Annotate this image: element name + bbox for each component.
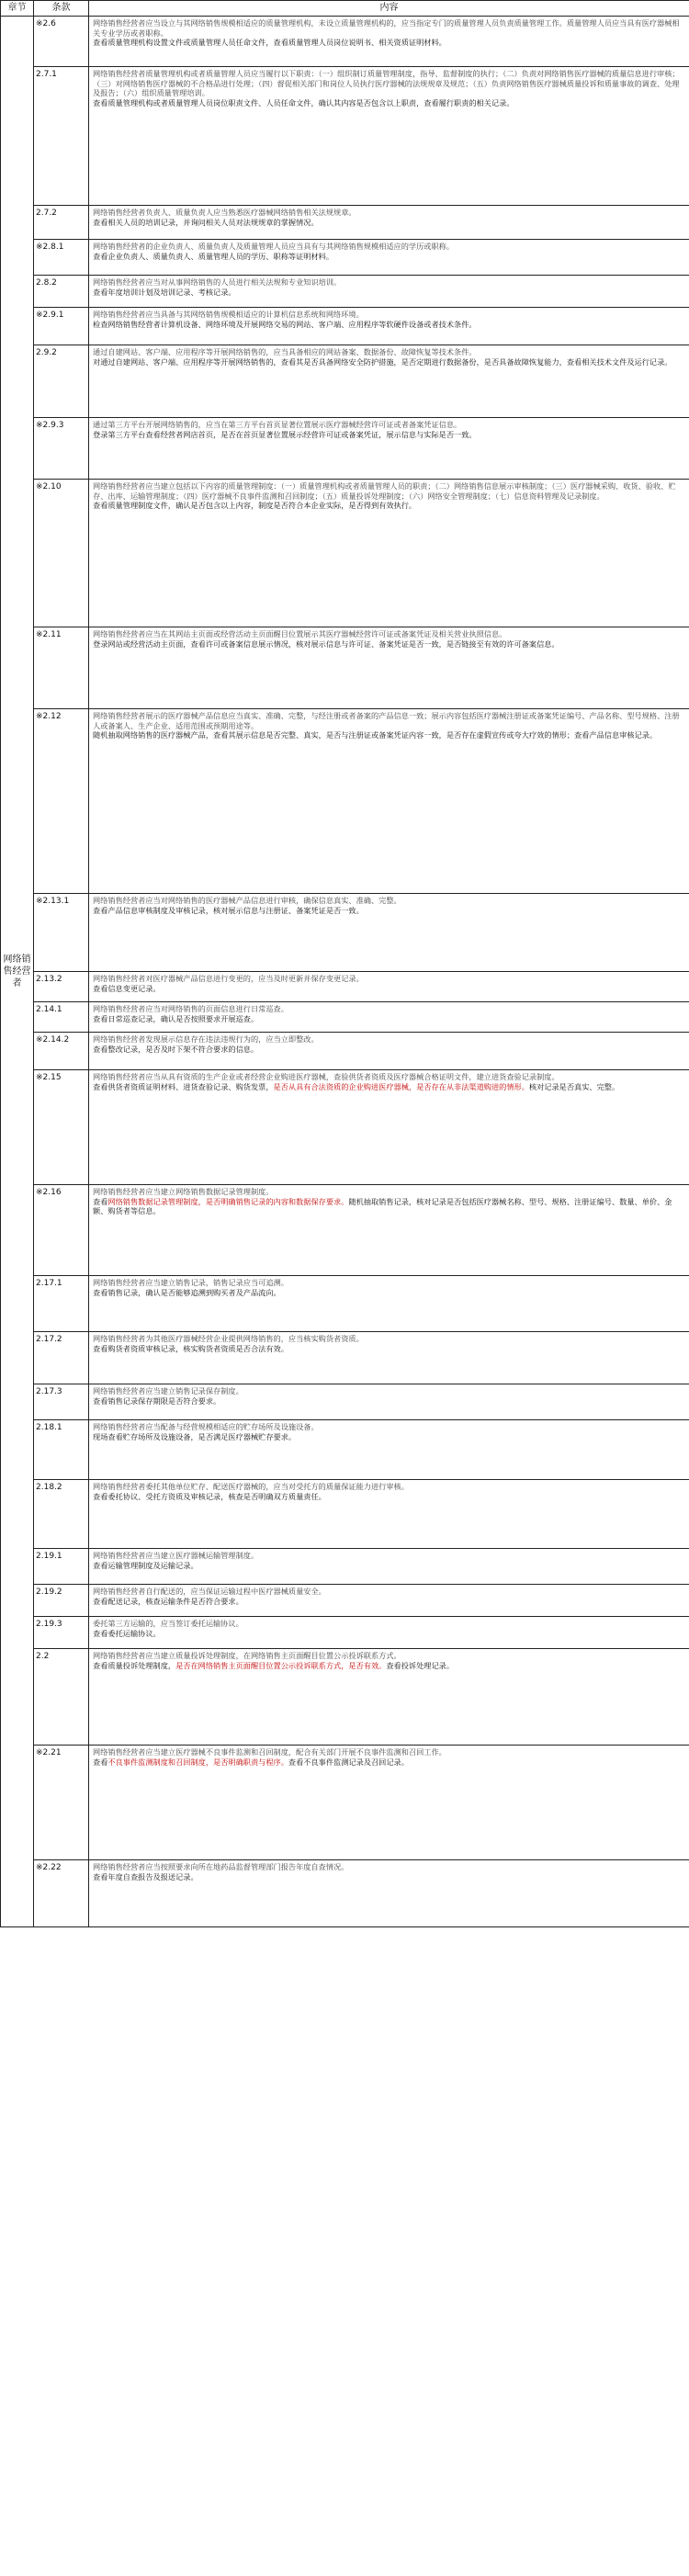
clause-number: ※2.16 (34, 1185, 89, 1276)
clause-number: ※2.9.3 (34, 418, 89, 480)
inspection-method: 查看年度自查报告及报送记录。 (93, 1871, 198, 1881)
inspection-method: 查看销售记录保存期限是否符合要求。 (93, 1395, 221, 1406)
table-row (1, 1549, 689, 1585)
inspection-method: 登录网站或经营活动主页面，查看许可或备案信息展示情况，核对展示信息与许可证、备案凭证是否一致，是否链接至有效的许可备案信息。 (93, 638, 559, 649)
clause-number: ※2.21 (34, 1746, 89, 1860)
inspection-method-tail: 核对记录是否真实、完整。 (528, 1081, 620, 1091)
requirement-text: 网络销售经营者为其他医疗器械经营企业提供网络销售的，应当核实购货者资质。 (93, 1334, 364, 1343)
inspection-method: 查看整改记录，是否及时下架不符合要求的信息。 (93, 1044, 259, 1054)
clause-content (89, 1617, 689, 1649)
clause-content (89, 1549, 689, 1585)
inspection-method: 随机抽取网络销售的医疗器械产品，查看其展示信息是否完整、真实，是否与注册证或备案凭证内容一致，是否存在虚假宣传或夸大疗效的情形；查看产品信息审核记录。 (93, 730, 658, 740)
table-row (1, 1480, 689, 1549)
inspection-text (93, 1561, 685, 1571)
requirement-text: 网络销售经营者负责人、质量负责人应当熟悉医疗器械网络销售相关法规规章。 (93, 208, 356, 217)
inspection-text (93, 1197, 685, 1216)
clause-number: ※2.9.1 (34, 308, 89, 345)
clause-number: 2.19.1 (34, 1549, 89, 1585)
inspection-text (93, 1629, 685, 1639)
table-row (1, 418, 689, 480)
clause-number: ※2.13.1 (34, 894, 89, 972)
requirement-text: 网络销售经营者委托其他单位贮存、配送医疗器械的，应当对受托方的质量保证能力进行审核。 (93, 1482, 409, 1491)
clause-content (89, 1585, 689, 1617)
clause-number: ※2.6 (34, 17, 89, 67)
clause-number: 2.7.1 (34, 67, 89, 206)
clause-content (89, 894, 689, 972)
table-row (1, 1585, 689, 1617)
header-chapter: 章节 (1, 1, 34, 17)
inspection-method: 查看购货者资质审核记录，核实购货者资质是否合法有效。 (93, 1343, 288, 1353)
requirement-text: 网络销售经营者应当建立销售记录，销售记录应当可追溯。 (93, 1278, 288, 1287)
requirement-text: 网络销售经营者对医疗器械产品信息进行变更的，应当及时更新并保存变更记录。 (93, 974, 364, 983)
table-row (1, 1860, 689, 1927)
table-row (1, 240, 689, 276)
table-row (1, 345, 689, 418)
clause-number: 2.19.3 (34, 1617, 89, 1649)
clause-content (89, 1860, 689, 1927)
clause-content (89, 67, 689, 206)
inspection-method: 查看配送记录，核查运输条件是否符合要求。 (93, 1596, 243, 1606)
table-row (1, 627, 689, 709)
clause-content (89, 480, 689, 627)
clause-content (89, 206, 689, 240)
inspection-text (93, 906, 685, 916)
requirement-text: 网络销售经营者自行配送的，应当保证运输过程中医疗器械质量安全。 (93, 1587, 326, 1596)
inspection-method: 查看销售记录，确认是否能够追溯到购买者及产品流向。 (93, 1287, 281, 1297)
inspection-text (93, 320, 685, 330)
clause-content (89, 972, 689, 1002)
inspection-method: 登录第三方平台查看经营者网店首页，是否在首页显著位置展示经营许可证或备案凭证，展示信息与实际是否一致。 (93, 429, 477, 439)
clause-number: 2.8.2 (34, 276, 89, 308)
inspection-text (93, 1344, 685, 1354)
requirement-text: 网络销售经营者应当建立包括以下内容的质量管理制度：（一）质量管理机构或者质量管理人员的职责；（二）网络销售信息展示审核制度；（三）医疗器械采购、收货、验收、贮存、出库、运输管理制度；（四）医疗器械不良事件监测和召回制度；（五）质量投诉处理制度；（六）网络安全管理制度；（七）信息资料管理及记录制度。 (93, 481, 676, 501)
inspection-method: 查看委托协议、受托方资质及审核记录，核查是否明确双方质量责任。 (93, 1491, 326, 1501)
requirement-text: 网络销售经营者展示的医疗器械产品信息应当真实、准确、完整，与经注册或者备案的产品信息一致；展示内容包括医疗器械注册证或备案凭证编号、产品名称、型号规格、注册人或备案人、生产企业、适用范围或预期用途等。 (93, 711, 680, 730)
inspection-method: 查看质量管理机构设置文件或质量管理人员任命文件，查看质量管理人员岗位说明书、相关资质证明材料。 (93, 38, 446, 48)
inspection-method-tail: 查看不良事件监测记录及召回记录。 (288, 1757, 409, 1767)
inspection-method: 查看企业负责人、质量负责人、质量管理人员的学历、职称等证明材料。 (93, 251, 334, 261)
inspection-text (93, 430, 685, 440)
table-row (1, 894, 689, 972)
clause-number: 2.18.1 (34, 1420, 89, 1480)
requirement-text: 网络销售经营者应当配备与经营规模相适应的贮存场所及设施设备。 (93, 1422, 319, 1431)
clause-number: 2.14.1 (34, 1002, 89, 1033)
inspection-method: 对通过自建网站、客户端、应用程序等开展网络销售的，查看其是否具备网络安全防护措施，是否定期进行数据备份，是否具备故障恢复能力，查看相关技术文件及运行记录。 (93, 356, 672, 367)
inspection-text (93, 357, 685, 367)
clause-content (89, 627, 689, 709)
clause-content (89, 1332, 689, 1384)
clause-content (89, 17, 689, 67)
highlighted-text: 是否从具有合法资质的企业购进医疗器械，是否存在从非法渠道购进的情形。 (273, 1081, 529, 1091)
table-row (1, 67, 689, 206)
inspection-text (93, 1492, 685, 1502)
table-row (1, 1276, 689, 1332)
requirement-text: 网络销售经营者应当建立医疗器械运输管理制度。 (93, 1551, 259, 1560)
highlighted-text: 不良事件监测制度和召回制度，是否明确职责与程序。 (107, 1757, 288, 1767)
clause-number: 2.2 (34, 1649, 89, 1746)
table-row (1, 1185, 689, 1276)
clause-content (89, 240, 689, 276)
table-row (1, 709, 689, 894)
inspection-text (93, 639, 685, 650)
inspection-method: 查看质量投诉处理制度， (93, 1660, 176, 1670)
clause-content (89, 1070, 689, 1185)
inspection-text (93, 1757, 685, 1768)
requirement-text: 网络销售经营者应当建立医疗器械不良事件监测和召回制度，配合有关部门开展不良事件监测和召回工作。 (93, 1747, 446, 1757)
clause-content (89, 1276, 689, 1332)
table-row (1, 1384, 689, 1420)
table-row (1, 17, 689, 67)
clause-content (89, 308, 689, 345)
requirement-text: 网络销售经营者应当从具有资质的生产企业或者经营企业购进医疗器械，查验供货者资质及医疗器械合格证明文件，建立进货查验记录制度。 (93, 1072, 559, 1081)
table-row (1, 1002, 689, 1033)
clause-content (89, 345, 689, 418)
requirement-text: 网络销售经营者应当设立与其网络销售规模相适应的质量管理机构，未设立质量管理机构的，应当指定专门的质量管理人员负责质量管理工作。质量管理人员应当具有医疗器械相关专业学历或者职称。 (93, 18, 680, 38)
inspection-method: 查看产品信息审核制度及审核记录，核对展示信息与注册证、备案凭证是否一致。 (93, 905, 364, 915)
inspection-text (93, 1872, 685, 1882)
clause-number: 2.18.2 (34, 1480, 89, 1549)
inspection-text (93, 730, 685, 740)
inspection-method: 检查网络销售经营者计算机设备、网络环境及开展网络交易的网站、客户端、应用程序等软硬件设备或者技术条件。 (93, 319, 477, 329)
table-row (1, 1649, 689, 1746)
inspection-text (93, 1082, 685, 1092)
clause-content (89, 1002, 689, 1033)
requirement-text: 网络销售经营者应当按照要求向所在地药品监督管理部门报告年度自查情况。 (93, 1862, 349, 1871)
requirement-text: 网络销售经营者质量管理机构或者质量管理人员应当履行以下职责：（一）组织制订质量管理制度，指导、监督制度的执行；（二）负责对网络销售医疗器械的质量信息进行审核；（三）对网络销售医疗器械的不合格品进行处理；（四）督促相关部门和岗位人员执行医疗器械的法规规章及规范；（五）负责网络销售医疗器械质量投诉和质量事故的调查、处理及报告；（六）组织质量管理培训。 (93, 69, 680, 98)
clause-number: ※2.15 (34, 1070, 89, 1185)
clause-content (89, 276, 689, 308)
requirement-text: 网络销售经营者的企业负责人、质量负责人及质量管理人员应当具有与其网络销售规模相适应的学历或职称。 (93, 242, 455, 251)
table-row (1, 1332, 689, 1384)
table-row (1, 1420, 689, 1480)
table-row (1, 1617, 689, 1649)
clause-content (89, 418, 689, 480)
inspection-text (93, 984, 685, 994)
clause-number: ※2.11 (34, 627, 89, 709)
inspection-text (93, 288, 685, 298)
requirement-text: 通过自建网站、客户端、应用程序等开展网络销售的，应当具备相应的网站备案、数据备份、故障恢复等技术条件。 (93, 347, 477, 356)
inspection-method-tail: 随机抽取销售记录，核对记录是否包括医疗器械名称、型号、规格、注册证编号、数量、单价、金额、购货者等信息。 (93, 1196, 672, 1216)
requirement-text: 网络销售经营者发现展示信息存在违法违规行为的，应当立即整改。 (93, 1034, 319, 1044)
inspection-method: 查看 (93, 1757, 108, 1767)
table-row (1, 1070, 689, 1185)
table-row (1, 1033, 689, 1070)
requirement-text: 网络销售经营者应当在其网站主页面或经营活动主页面醒目位置展示其医疗器械经营许可证或备案凭证及相关营业执照信息。 (93, 629, 507, 638)
inspection-method: 查看质量管理制度文件，确认是否包含以上内容，制度是否符合本企业实际，是否得到有效执行。 (93, 501, 417, 511)
clause-content (89, 1185, 689, 1276)
inspection-text (93, 1396, 685, 1407)
table-header-row (1, 1, 689, 17)
requirement-text: 通过第三方平台开展网络销售的，应当在第三方平台首页显著位置展示医疗器械经营许可证或者备案凭证信息。 (93, 420, 462, 429)
inspection-text (93, 501, 685, 511)
clause-number: ※2.10 (34, 480, 89, 627)
requirement-text: 网络销售经营者应当建立网络销售数据记录管理制度。 (93, 1187, 274, 1196)
clause-number: 2.17.2 (34, 1332, 89, 1384)
highlighted-text: 是否在网络销售主页面醒目位置公示投诉联系方式，是否有效。 (175, 1660, 387, 1670)
inspection-text (93, 1661, 685, 1671)
requirement-text: 网络销售经营者应当建立销售记录保存制度。 (93, 1386, 243, 1395)
table-row (1, 1746, 689, 1860)
inspection-method: 查看日常巡查记录，确认是否按照要求开展巡查。 (93, 1013, 259, 1023)
clause-number: ※2.12 (34, 709, 89, 894)
inspection-text (93, 1045, 685, 1055)
inspection-method-tail: 查看投诉处理记录。 (386, 1660, 455, 1670)
inspection-method: 查看委托运输协议。 (93, 1628, 161, 1638)
inspection-text (93, 1597, 685, 1607)
inspection-text (93, 218, 685, 228)
clause-number: 2.17.1 (34, 1276, 89, 1332)
requirement-text: 网络销售经营者应当具备与其网络销售规模相适应的计算机信息系统和网络环境。 (93, 310, 364, 319)
clause-number: ※2.8.1 (34, 240, 89, 276)
inspection-method: 现场查看贮存场所及设施设备，是否满足医疗器械贮存要求。 (93, 1431, 297, 1441)
clause-number: 2.17.3 (34, 1384, 89, 1420)
table-row (1, 276, 689, 308)
inspection-method: 查看 (93, 1196, 108, 1206)
requirement-text: 网络销售经营者应当建立质量投诉处理制度，在网络销售主页面醒目位置公示投诉联系方式。 (93, 1651, 401, 1660)
clause-number: 2.9.2 (34, 345, 89, 418)
clause-number: 2.7.2 (34, 206, 89, 240)
inspection-method: 查看年度培训计划及培训记录、考核记录。 (93, 287, 236, 297)
inspection-method: 查看相关人员的培训记录，并询问相关人员对法规规章的掌握情况。 (93, 217, 319, 227)
clause-content (89, 1384, 689, 1420)
inspection-text (93, 1014, 685, 1024)
clause-content (89, 1480, 689, 1549)
clause-number: ※2.22 (34, 1860, 89, 1927)
clause-content (89, 1033, 689, 1070)
requirement-text: 网络销售经营者应当对从事网络销售的人员进行相关法规和专业知识培训。 (93, 277, 342, 287)
header-clause: 条款 (34, 1, 89, 17)
clause-number: ※2.14.2 (34, 1033, 89, 1070)
inspection-text (93, 1288, 685, 1298)
table-row (1, 480, 689, 627)
inspection-text (93, 98, 685, 108)
inspection-method: 查看信息变更记录。 (93, 983, 161, 993)
table-row (1, 206, 689, 240)
clause-content (89, 709, 689, 894)
inspection-text (93, 1432, 685, 1442)
requirement-text: 网络销售经营者应当对网络销售的页面信息进行日常巡查。 (93, 1004, 288, 1013)
inspection-method: 查看运输管理制度及运输记录。 (93, 1560, 198, 1570)
inspection-method: 查看质量管理机构或者质量管理人员岗位职责文件、人员任命文件，确认其内容是否包含以上职责，查看履行职责的相关记录。 (93, 97, 514, 107)
highlighted-text: 网络销售数据记录管理制度，是否明确销售记录的内容和数据保存要求。 (107, 1196, 349, 1206)
inspection-text (93, 252, 685, 262)
requirement-text: 委托第三方运输的，应当签订委托运输协议。 (93, 1619, 243, 1628)
table-row (1, 308, 689, 345)
chapter-cell: 网络销售经营者 (1, 17, 34, 1927)
clause-content (89, 1649, 689, 1746)
inspection-text (93, 38, 685, 48)
requirement-text: 网络销售经营者应当对网络销售的医疗器械产品信息进行审核，确保信息真实、准确、完整。 (93, 896, 401, 905)
clause-number: 2.13.2 (34, 972, 89, 1002)
clause-content (89, 1420, 689, 1480)
header-content: 内容 (89, 1, 689, 17)
clause-content (89, 1746, 689, 1860)
inspection-method: 查看供货者资质证明材料、进货查验记录、购货发票， (93, 1081, 274, 1091)
table-body (1, 17, 689, 1927)
table-row (1, 972, 689, 1002)
clause-number: 2.19.2 (34, 1585, 89, 1617)
